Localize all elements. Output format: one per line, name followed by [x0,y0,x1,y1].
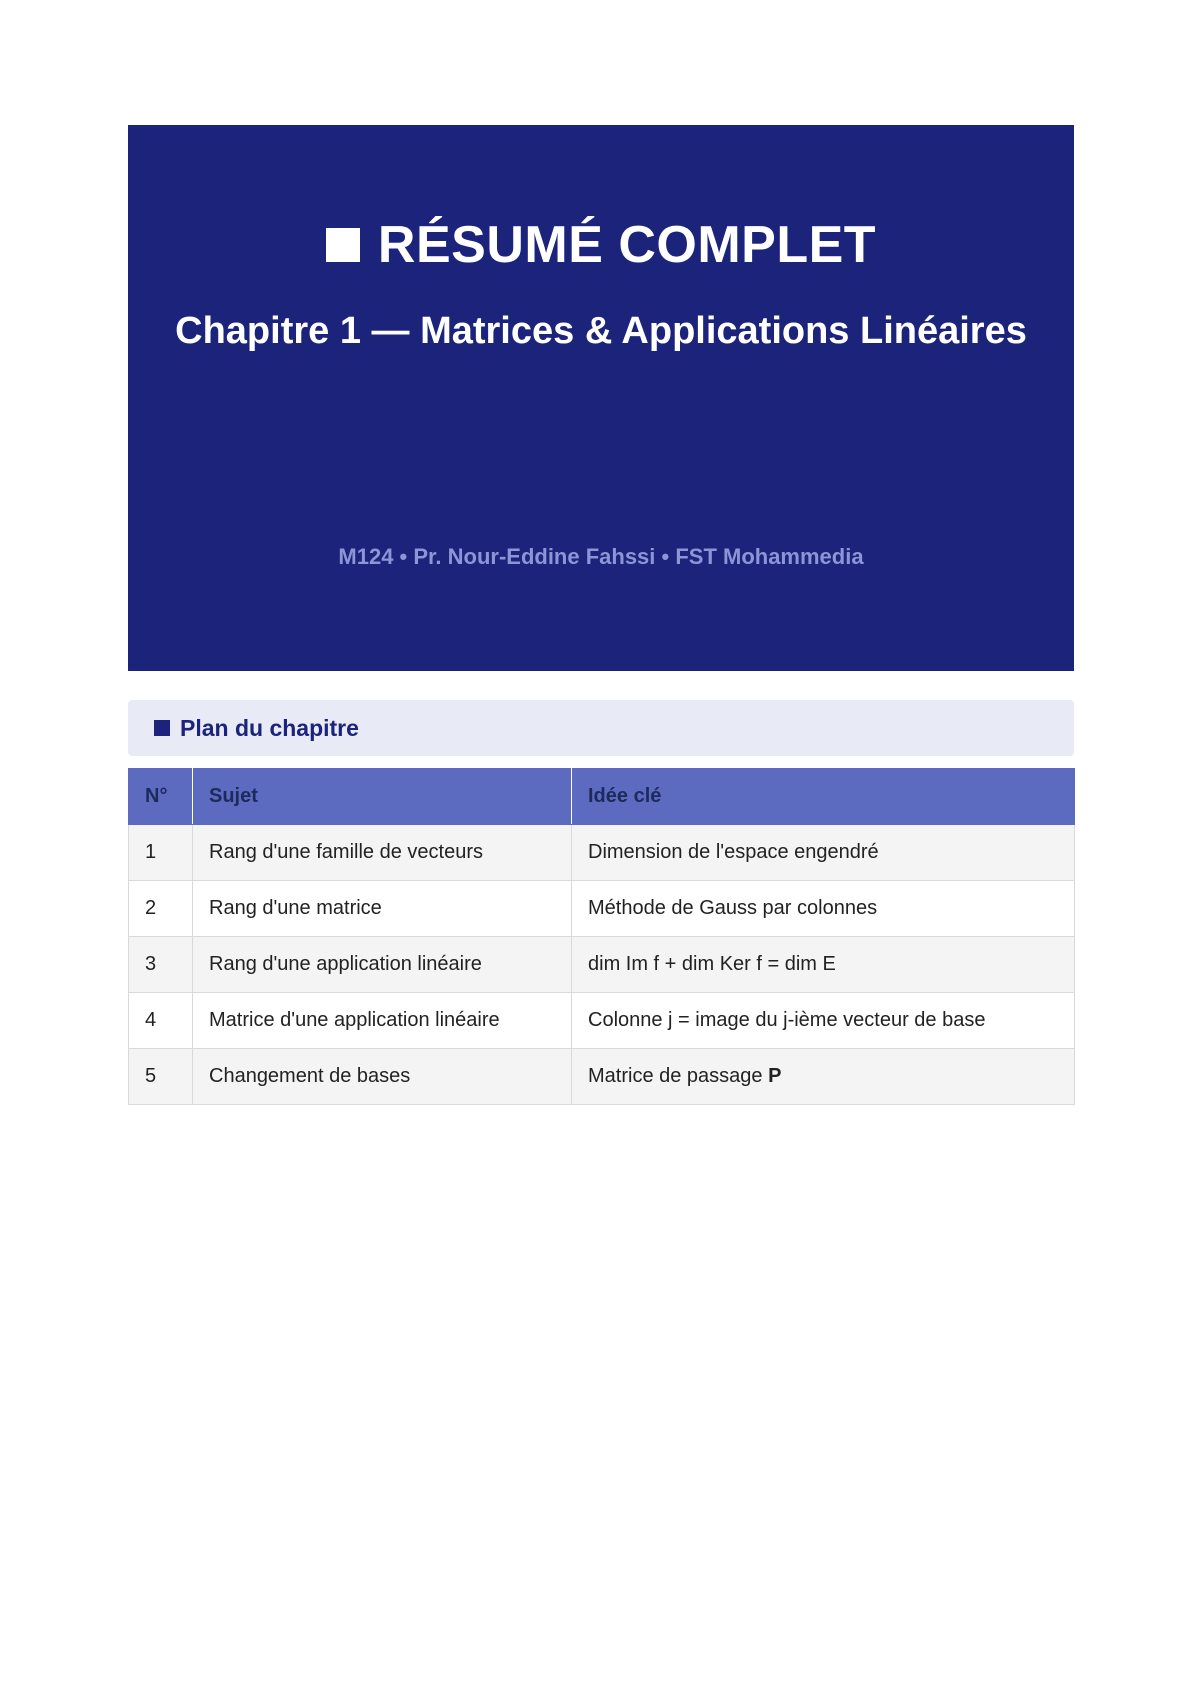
section-header-plan [128,700,1074,756]
chapter-subtitle: Chapitre 1 — Matrices & Applications Linéaires [175,310,1027,352]
section-title: Plan du chapitre [180,714,359,741]
row-number: 4 [129,993,193,1049]
table-row [129,825,1075,881]
document-title [128,213,1074,277]
header-subject: Sujet [193,769,572,825]
row-key-idea: dim Im f + dim Ker f = dim E [572,937,1075,993]
header-number: N° [129,769,193,825]
title-banner [128,125,1074,671]
row-key-idea-emphasis: P [768,1065,782,1087]
row-subject: Changement de bases [193,1049,572,1105]
row-subject: Rang d'une application linéaire [193,937,572,993]
row-subject: Rang d'une famille de vecteurs [193,825,572,881]
header-key-idea: Idée clé [572,769,1075,825]
row-key-idea: Dimension de l'espace engendré [572,825,1075,881]
row-number: 2 [129,881,193,937]
row-subject: Rang d'une matrice [193,881,572,937]
table-header-row [129,769,1075,825]
table-row [129,993,1075,1049]
row-key-idea: Colonne j = image du j-ième vecteur de base [572,993,1075,1049]
square-bullet-icon [326,228,360,262]
row-key-idea-text: Matrice de passage [588,1065,769,1087]
square-bullet-icon [154,720,170,736]
row-key-idea: Méthode de Gauss par colonnes [572,881,1075,937]
table-row [129,1049,1075,1105]
chapter-plan-table [128,768,1075,1105]
course-meta: M124 • Pr. Nour-Eddine Fahssi • FST Mohammedia [338,544,864,569]
row-number: 1 [129,825,193,881]
row-subject: Matrice d'une application linéaire [193,993,572,1049]
row-number: 3 [129,937,193,993]
table-row [129,937,1075,993]
document-title-text: RÉSUMÉ COMPLET [377,216,877,274]
row-number: 5 [129,1049,193,1105]
row-key-idea [572,1049,1075,1105]
table-row [129,881,1075,937]
